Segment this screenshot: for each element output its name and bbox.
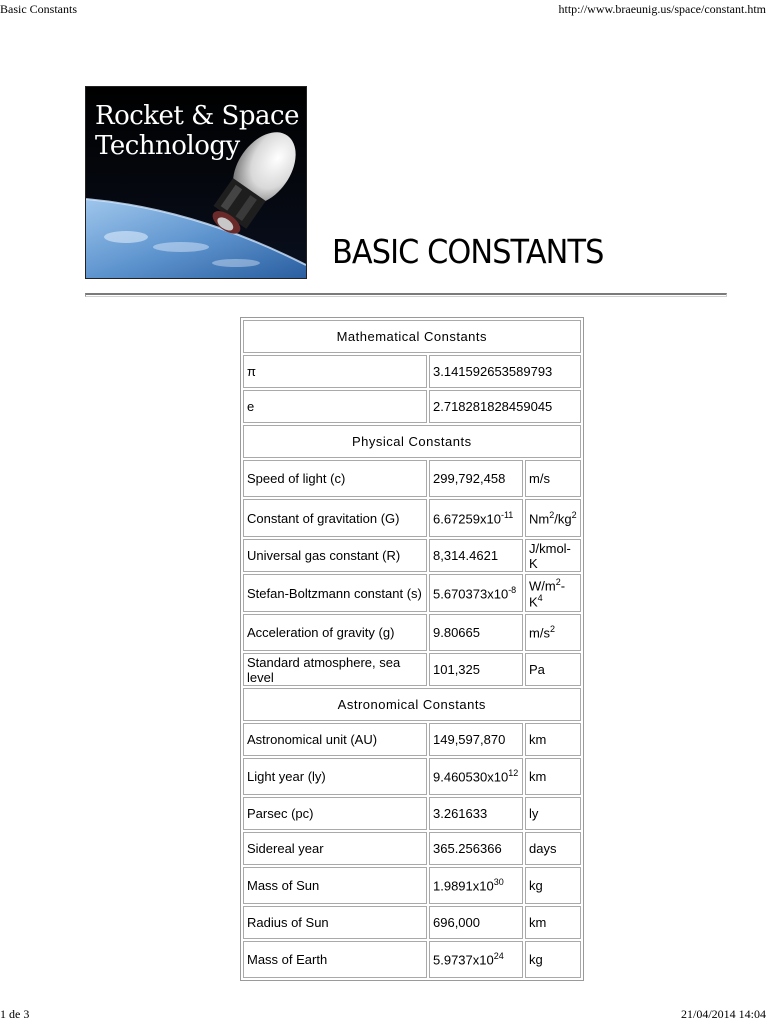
constant-unit: ly (525, 797, 581, 830)
print-page-url[interactable]: http://www.braeunig.us/space/constant.htm (558, 2, 766, 16)
constant-value: $9.460530x10^{12}$ (429, 758, 523, 795)
constant-unit: $Nm^2/kg^2$ (525, 499, 581, 537)
page-heading: BASIC CONSTANTS (332, 232, 604, 271)
constant-value: 696,000 (429, 906, 523, 939)
constant-name: Mass of Earth (243, 941, 427, 978)
constant-name: Constant of gravitation (G) (243, 499, 427, 537)
constant-name: Light year (ly) (243, 758, 427, 795)
constant-value: $6.67259x10^{-11}$ (429, 499, 523, 537)
table-row (243, 832, 581, 865)
constant-value: $5.670373x10^{-8}$ (429, 574, 523, 612)
constant-value: $1.9891x10^{30}$ (429, 867, 523, 904)
logo-line-1: Rocket & Space (95, 101, 299, 131)
constant-value: 149,597,870 (429, 723, 523, 756)
table-row (243, 758, 581, 795)
table-row (243, 390, 581, 423)
constant-name: Astronomical unit (AU) (243, 723, 427, 756)
section-title: Physical Constants (243, 425, 581, 458)
section-title: Astronomical Constants (243, 688, 581, 721)
constant-unit: $m/s^2$ (525, 614, 581, 651)
constant-unit: km (525, 906, 581, 939)
constant-name: Universal gas constant (R) (243, 539, 427, 572)
constant-value: 8,314.4621 (429, 539, 523, 572)
constant-unit: days (525, 832, 581, 865)
constant-name: Acceleration of gravity (g) (243, 614, 427, 651)
constant-value: 2.718281828459045 (429, 390, 581, 423)
constant-value: 3.141592653589793 (429, 355, 581, 388)
rocket-space-technology-logo[interactable] (85, 86, 307, 279)
constant-unit: J/kmol-K (525, 539, 581, 572)
constant-name: Stefan-Boltzmann constant (s) (243, 574, 427, 612)
section-title: Mathematical Constants (243, 320, 581, 353)
table-row (243, 653, 581, 686)
table-row (243, 355, 581, 388)
constant-name: Parsec (pc) (243, 797, 427, 830)
constant-unit: kg (525, 867, 581, 904)
print-page-title: Basic Constants (0, 2, 77, 16)
constant-unit: km (525, 723, 581, 756)
constant-value: 365.256366 (429, 832, 523, 865)
horizontal-rule (85, 293, 727, 297)
table-row (243, 797, 581, 830)
table-row (243, 941, 581, 978)
constant-name: Speed of light (c) (243, 460, 427, 497)
constant-value: $5.9737x10^{24}$ (429, 941, 523, 978)
constant-value: 3.261633 (429, 797, 523, 830)
constant-unit: km (525, 758, 581, 795)
constant-value: 101,325 (429, 653, 523, 686)
table-row (243, 906, 581, 939)
constant-name: π (243, 355, 427, 388)
constant-unit: Pa (525, 653, 581, 686)
constant-value: 299,792,458 (429, 460, 523, 497)
section-header-row (243, 320, 581, 353)
table-row (243, 539, 581, 572)
print-page-number: 1 de 3 (0, 1007, 30, 1021)
constant-name: e (243, 390, 427, 423)
logo-line-2: Technology (95, 131, 240, 161)
section-header-row (243, 688, 581, 721)
constant-value: 9.80665 (429, 614, 523, 651)
table-row (243, 723, 581, 756)
table-row (243, 867, 581, 904)
constant-name: Standard atmosphere, sea level (243, 653, 427, 686)
section-header-row (243, 425, 581, 458)
constants-table (240, 317, 584, 981)
constant-unit: kg (525, 941, 581, 978)
constant-name: Sidereal year (243, 832, 427, 865)
table-row (243, 499, 581, 537)
constant-unit: $W/m^2-K^4$ (525, 574, 581, 612)
print-timestamp: 21/04/2014 14:04 (680, 1007, 766, 1021)
constant-unit: m/s (525, 460, 581, 497)
constant-name: Radius of Sun (243, 906, 427, 939)
table-row (243, 574, 581, 612)
constant-name: Mass of Sun (243, 867, 427, 904)
table-row (243, 460, 581, 497)
table-row (243, 614, 581, 651)
